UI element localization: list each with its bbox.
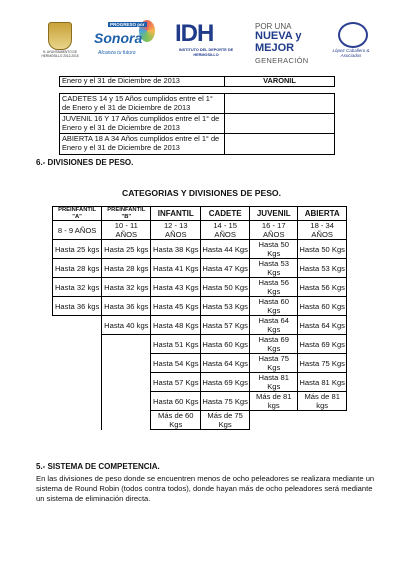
weight-cell: Hasta 53 Kgs [250, 259, 298, 278]
weight-cell: Hasta 40 kgs [102, 316, 151, 335]
nueva-line-1: POR UNA [255, 22, 292, 31]
table-row [53, 335, 347, 354]
weight-cell: Hasta 53 Kgs [298, 259, 347, 278]
table-row [53, 259, 347, 278]
section-6-heading: 6.- DIVISIONES DE PESO. [36, 158, 134, 167]
header-preinfantil-b: PREINFANTIL "B" [102, 207, 151, 221]
empty-cell [298, 411, 347, 430]
sonora-name: Sonora [94, 30, 143, 46]
weight-cell: Hasta 57 Kgs [201, 316, 250, 335]
weight-cell: Más de 60 Kgs [151, 411, 201, 430]
weight-cell: Hasta 50 Kgs [298, 240, 347, 259]
weight-cell: Hasta 75 Kgs [298, 354, 347, 373]
top-dates: Enero y el 31 de Diciembre de 2013 [60, 77, 225, 87]
lopez-text: López Caballero & Asociados [332, 48, 370, 58]
empty-cell [102, 411, 151, 430]
weight-cell: Hasta 36 kgs [53, 297, 102, 316]
crest-caption: H. AYUNTAMIENTO DE HERMOSILLO 2012-2015 [41, 50, 79, 58]
weight-cell: Hasta 38 Kgs [151, 240, 201, 259]
weight-cell: Hasta 81 Kgs [298, 373, 347, 392]
table-row [53, 373, 347, 392]
weight-cell: Hasta 60 Kgs [298, 297, 347, 316]
weight-cell: Hasta 64 Kgs [298, 316, 347, 335]
weight-cell: Hasta 41 Kgs [151, 259, 201, 278]
categories-title: CATEGORIAS Y DIVISIONES DE PESO. [121, 188, 282, 198]
age-row-juvenil: JUVENIL 16 Y 17 Años cumplidos entre el 1° de Enero y el 31 de Diciembre de 2013 [60, 114, 225, 134]
weight-cell: Hasta 28 kgs [53, 259, 102, 278]
competition-paragraph: En las divisiones de peso donde se encuentren menos de ocho peleadores se realizara mediante un sistema de Round Robin (todos contra todos), donde hayan más de ocho peleadores será mediante un sistema de eliminación directa. [36, 474, 375, 503]
nueva-line-4: GENERACIÓN [255, 56, 309, 65]
weight-cell: Hasta 81 Kgs [250, 373, 298, 392]
empty-cell [250, 411, 298, 430]
weight-table [52, 206, 347, 430]
weight-cell: Hasta 60 Kgs [151, 392, 201, 411]
age-table [59, 93, 335, 155]
progreso-sonora-logo [94, 20, 160, 66]
weight-cell: Hasta 54 Kgs [151, 354, 201, 373]
nueva-generacion-logo [255, 22, 317, 70]
sonora-top: PROGRESO por [110, 22, 145, 27]
weight-age-row [53, 221, 347, 240]
empty-cell [53, 335, 102, 354]
idh-name: IDH [175, 20, 214, 47]
empty-cell [53, 354, 102, 373]
table-row [53, 240, 347, 259]
table-row [53, 354, 347, 373]
idh-subtitle: INSTITUTO DEL DEPORTE DE HERMOSILLO [178, 48, 234, 57]
hermosillo-crest-logo [48, 22, 72, 50]
weight-cell: Hasta 36 kgs [102, 297, 151, 316]
weight-cell: Hasta 69 Kgs [298, 335, 347, 354]
empty-cell [102, 335, 151, 354]
nueva-line-2: NUEVA y [255, 30, 302, 42]
weight-cell: Hasta 51 Kgs [151, 335, 201, 354]
empty-cell [102, 354, 151, 373]
weight-cell: Hasta 25 kgs [53, 240, 102, 259]
weight-header-row [53, 207, 347, 221]
empty-cell [53, 316, 102, 335]
weight-cell: Hasta 69 Kgs [250, 335, 298, 354]
empty-cell [102, 373, 151, 392]
weight-cell: Hasta 32 kgs [102, 278, 151, 297]
header-juvenil: JUVENIL [250, 207, 298, 221]
weight-cell: Hasta 43 Kgs [151, 278, 201, 297]
age-cell: 8 - 9 AÑOS [53, 221, 102, 240]
header-logos [0, 18, 403, 73]
section-5-heading: 5.- SISTEMA DE COMPETENCIA. [36, 462, 160, 471]
age-cell: 14 - 15 AÑOS [201, 221, 250, 240]
sonora-tagline: Alcanza tu futuro [98, 50, 136, 56]
varonil-label: VARONIL [225, 77, 335, 87]
weight-cell: Hasta 69 Kgs [201, 373, 250, 392]
age-cell: 18 - 34 AÑOS [298, 221, 347, 240]
nueva-line-3: MEJOR [255, 42, 295, 54]
weight-cell: Hasta 75 Kgs [201, 392, 250, 411]
header-abierta: ABIERTA [298, 207, 347, 221]
weight-cell: Hasta 64 Kgs [201, 354, 250, 373]
weight-cell: Hasta 56 Kgs [250, 278, 298, 297]
weight-cell: Hasta 48 Kgs [151, 316, 201, 335]
table-row [53, 411, 347, 430]
weight-cell: Hasta 56 Kgs [298, 278, 347, 297]
age-row-cadetes: CADETES 14 y 15 Años cumplidos entre el 1° de Enero y el 31 de Diciembre de 2013 [60, 94, 225, 114]
age-cell: 10 - 11 AÑOS [102, 221, 151, 240]
weight-cell: Hasta 53 Kgs [201, 297, 250, 316]
header-infantil: INFANTIL [151, 207, 201, 221]
weight-cell: Hasta 25 kgs [102, 240, 151, 259]
weight-cell: Hasta 32 kgs [53, 278, 102, 297]
weight-cell: Hasta 57 Kgs [151, 373, 201, 392]
header-cadete: CADETE [201, 207, 250, 221]
weight-cell: Hasta 50 Kgs [250, 240, 298, 259]
table-row [53, 278, 347, 297]
empty-cell [53, 392, 102, 411]
empty-cell [53, 411, 102, 430]
weight-cell: Hasta 44 Kgs [201, 240, 250, 259]
table-row [53, 297, 347, 316]
age-row-empty [225, 114, 335, 134]
lopez-caballero-logo [326, 22, 376, 66]
weight-cell: Hasta 47 Kgs [201, 259, 250, 278]
weight-cell: Más de 81 kgs [298, 392, 347, 411]
weight-cell: Hasta 75 Kgs [250, 354, 298, 373]
table-row [53, 392, 347, 411]
age-cell: 12 - 13 AÑOS [151, 221, 201, 240]
weight-cell: Hasta 64 Kgs [250, 316, 298, 335]
empty-cell [53, 373, 102, 392]
weight-cell: Hasta 45 Kgs [151, 297, 201, 316]
top-table [59, 76, 335, 87]
age-row-empty [225, 94, 335, 114]
weight-cell: Hasta 50 Kgs [201, 278, 250, 297]
idh-logo [175, 20, 237, 64]
weight-cell: Más de 75 Kgs [201, 411, 250, 430]
empty-cell [102, 392, 151, 411]
age-cell: 16 - 17 AÑOS [250, 221, 298, 240]
header-preinfantil-a: PREINFANTIL "A" [53, 207, 102, 221]
weight-cell: Más de 81 kgs [250, 392, 298, 411]
age-row-abierta: ABIERTA 18 A 34 Años cumplidos entre el 1° de Enero y el 31 de Diciembre de 2013 [60, 134, 225, 154]
table-row [53, 316, 347, 335]
weight-cell: Hasta 28 kgs [102, 259, 151, 278]
age-row-empty [225, 134, 335, 154]
weight-cell: Hasta 60 Kgs [201, 335, 250, 354]
lopez-ring-icon [338, 22, 368, 48]
weight-cell: Hasta 60 Kgs [250, 297, 298, 316]
